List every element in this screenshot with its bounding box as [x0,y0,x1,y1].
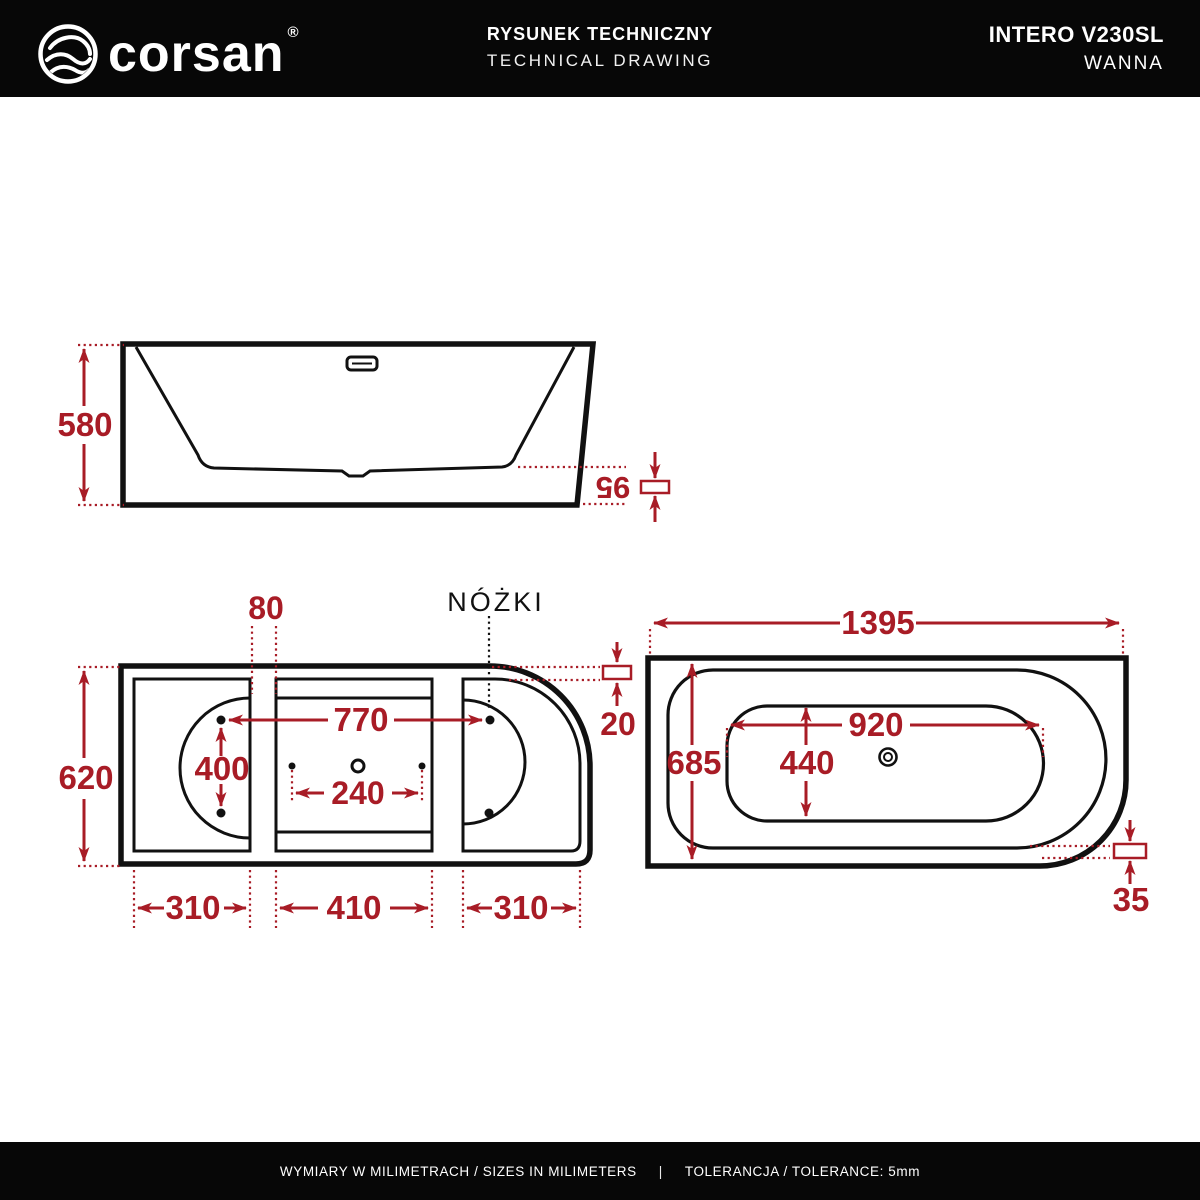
registered-mark-icon: ® [287,24,299,41]
dim-gap-label: 80 [248,590,284,626]
dim-basin-width-label: 440 [779,744,835,781]
bottom-view-drawing [58,586,635,928]
dim-edge-thickness-label: 35 [1112,881,1150,918]
dim-feet-y-label: 400 [194,750,250,787]
dim-anchor-spacing-label: 240 [331,775,385,811]
product-type: WANNA [1083,53,1164,74]
dim-side-height-label: 580 [57,406,113,443]
dim-rim-thickness-label: 20 [600,706,636,742]
drawing-title-pl: RYSUNEK TECHNICZNY [486,24,714,44]
drain-hole-top [880,749,897,766]
dim-base-offset-label: 95 [595,470,631,505]
dim-overall-width [58,667,121,866]
dim-side-height [57,345,124,505]
brand-name: corsan [108,25,285,83]
product-model: INTERO V230SL [988,22,1164,47]
footer-tolerance: TOLERANCJA / TOLERANCE: 5mm [684,1163,921,1179]
foot-top-left [217,716,226,725]
bottom-right-section [463,679,580,851]
thickness-symbol [603,666,631,679]
anchor-left [289,763,296,770]
feet-label: NÓŻKI [447,587,545,617]
dim-left-section-label: 310 [165,889,221,926]
footer-units: WYMIARY W MILIMETRACH / SIZES IN MILIMETERS [279,1163,637,1179]
foot-top-right [486,716,495,725]
dim-edge-thickness [1030,820,1149,918]
product-info [989,22,1164,75]
dim-base-offset [518,452,669,522]
thickness-symbol [1114,844,1146,858]
dim-top-width-label: 685 [666,744,722,781]
dim-overall-width-label: 620 [58,759,114,796]
anchor-right [419,763,426,770]
dim-overall-length [650,604,1123,655]
foot-bottom-left [217,809,226,818]
drawing-title-en: TECHNICAL DRAWING [486,51,714,70]
dim-sections [134,870,580,928]
dim-overall-length-label: 1395 [841,604,915,641]
dim-feet-x-label: 770 [333,701,389,738]
dim-feet-y [194,728,249,806]
dim-basin-length-label: 920 [848,706,904,743]
thickness-symbol [641,481,669,493]
dim-feet-x [229,701,482,738]
side-view-outline [123,344,593,505]
header-bar [0,0,1200,97]
dim-middle-section-label: 410 [326,889,382,926]
side-view-drawing [57,344,669,522]
footer-separator: | [658,1163,663,1179]
side-view-inner-basin [136,347,574,476]
footer-bar [0,1142,1200,1200]
foot-bottom-right [485,809,494,818]
dim-right-section-label: 310 [493,889,549,926]
top-view-drawing [648,604,1149,918]
drain-hole-top-inner [884,753,892,761]
